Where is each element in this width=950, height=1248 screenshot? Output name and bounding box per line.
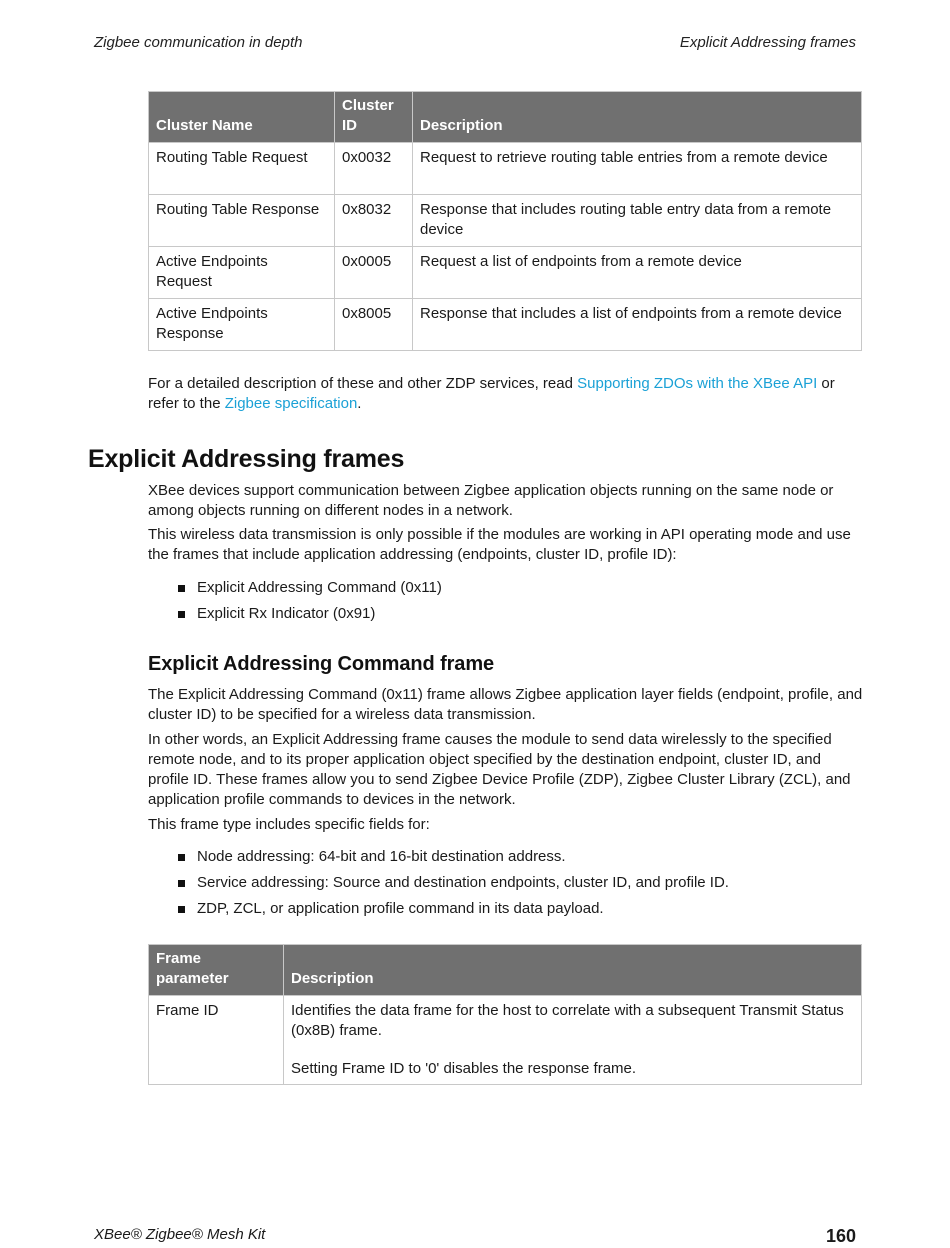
list-item-text: Explicit Addressing Command (0x11) xyxy=(197,579,442,596)
column-header-description: Description xyxy=(413,92,862,143)
running-header-left: Zigbee communication in depth xyxy=(94,34,303,51)
zdp-note-text: For a detailed description of these and other ZDP services, read xyxy=(148,375,578,392)
column-header-description: Description xyxy=(284,945,862,996)
footer-product-name: XBee® Zigbee® Mesh Kit xyxy=(94,1226,266,1243)
running-header-right: Explicit Addressing frames xyxy=(679,34,856,51)
description-cell: Request a list of endpoints from a remote device xyxy=(413,247,862,299)
field-list xyxy=(148,847,864,925)
bullet-icon xyxy=(178,880,185,887)
list-item-text: Explicit Rx Indicator (0x91) xyxy=(197,605,376,622)
cluster-table xyxy=(148,91,862,351)
list-item xyxy=(148,604,864,630)
list-item xyxy=(148,873,864,899)
bullet-icon xyxy=(178,585,185,592)
column-header-frame-parameter: Frame parameter xyxy=(149,945,284,996)
zdp-note-text: or refer to the xyxy=(148,375,835,412)
zdp-note-text: . xyxy=(357,395,362,412)
description-text: Identifies the data frame for the host to correlate with a subsequent Transmit Status (0x8B) frame. xyxy=(291,1002,844,1039)
table-row xyxy=(149,195,862,247)
page-number: 160 xyxy=(825,1226,856,1246)
bullet-icon xyxy=(178,854,185,861)
cluster-name-cell: Active Endpoints Response xyxy=(149,299,335,351)
description-cell: Request to retrieve routing table entries from a remote device xyxy=(413,143,862,195)
description-cell xyxy=(284,996,862,1085)
list-item xyxy=(148,578,864,604)
cluster-table-header-row xyxy=(149,92,862,143)
frame-list xyxy=(148,578,864,630)
section-title: Explicit Addressing frames xyxy=(88,445,405,473)
zdp-reference-paragraph xyxy=(148,374,864,414)
section-paragraph: This wireless data transmission is only possible if the modules are working in API operating mode and use the frames that include application addressing (endpoints, cluster ID, profile ID): xyxy=(148,526,851,563)
cluster-id-cell: 0x8032 xyxy=(335,195,413,247)
description-text: Setting Frame ID to '0' disables the response frame. xyxy=(291,1060,637,1077)
zigbee-specification-link[interactable]: Zigbee specification xyxy=(224,395,358,412)
subsection-title: Explicit Addressing Command frame xyxy=(148,653,495,675)
list-item-text: Node addressing: 64-bit and 16-bit destination address. xyxy=(197,848,566,865)
description-cell: Response that includes routing table entry data from a remote device xyxy=(413,195,862,247)
list-item xyxy=(148,847,864,873)
bullet-icon xyxy=(178,906,185,913)
bullet-icon xyxy=(178,611,185,618)
cluster-id-cell: 0x8005 xyxy=(335,299,413,351)
cluster-name-cell: Routing Table Request xyxy=(149,143,335,195)
cluster-id-cell: 0x0032 xyxy=(335,143,413,195)
cluster-name-cell: Routing Table Response xyxy=(149,195,335,247)
table-row xyxy=(149,143,862,195)
column-header-cluster-name: Cluster Name xyxy=(149,92,335,143)
table-row xyxy=(149,247,862,299)
column-header-cluster-id: Cluster ID xyxy=(335,92,413,143)
list-item xyxy=(148,899,864,925)
table-row xyxy=(149,299,862,351)
subsection-paragraph: This frame type includes specific fields for: xyxy=(148,816,430,833)
list-item-text: Service addressing: Source and destination endpoints, cluster ID, and profile ID. xyxy=(197,874,729,891)
section-paragraph: XBee devices support communication between Zigbee application objects running on the same node or among objects running on different nodes in a network. xyxy=(148,482,834,519)
frame-parameter-table xyxy=(148,944,862,1085)
description-cell: Response that includes a list of endpoints from a remote device xyxy=(413,299,862,351)
list-item-text: ZDP, ZCL, or application profile command in its data payload. xyxy=(197,900,604,917)
frame-table-header-row xyxy=(149,945,862,996)
frame-parameter-cell: Frame ID xyxy=(149,996,284,1085)
subsection-paragraph: The Explicit Addressing Command (0x11) frame allows Zigbee application layer fields (endpoint, profile, and cluster ID) to be specified for a wireless data transmission. xyxy=(148,686,863,723)
supporting-zdos-link[interactable]: Supporting ZDOs with the XBee API xyxy=(577,375,818,392)
table-row xyxy=(149,996,862,1085)
subsection-paragraph: In other words, an Explicit Addressing frame causes the module to send data wirelessly to the specified remote node, and to its proper application object specified by the destination endpoint, cluster ID, and profile ID. These frames allow you to send Zigbee Device Profile (ZDP), Zigbee Cluster Library (ZCL), and application profile commands to devices in the network. xyxy=(148,731,851,808)
cluster-name-cell: Active Endpoints Request xyxy=(149,247,335,299)
cluster-id-cell: 0x0005 xyxy=(335,247,413,299)
